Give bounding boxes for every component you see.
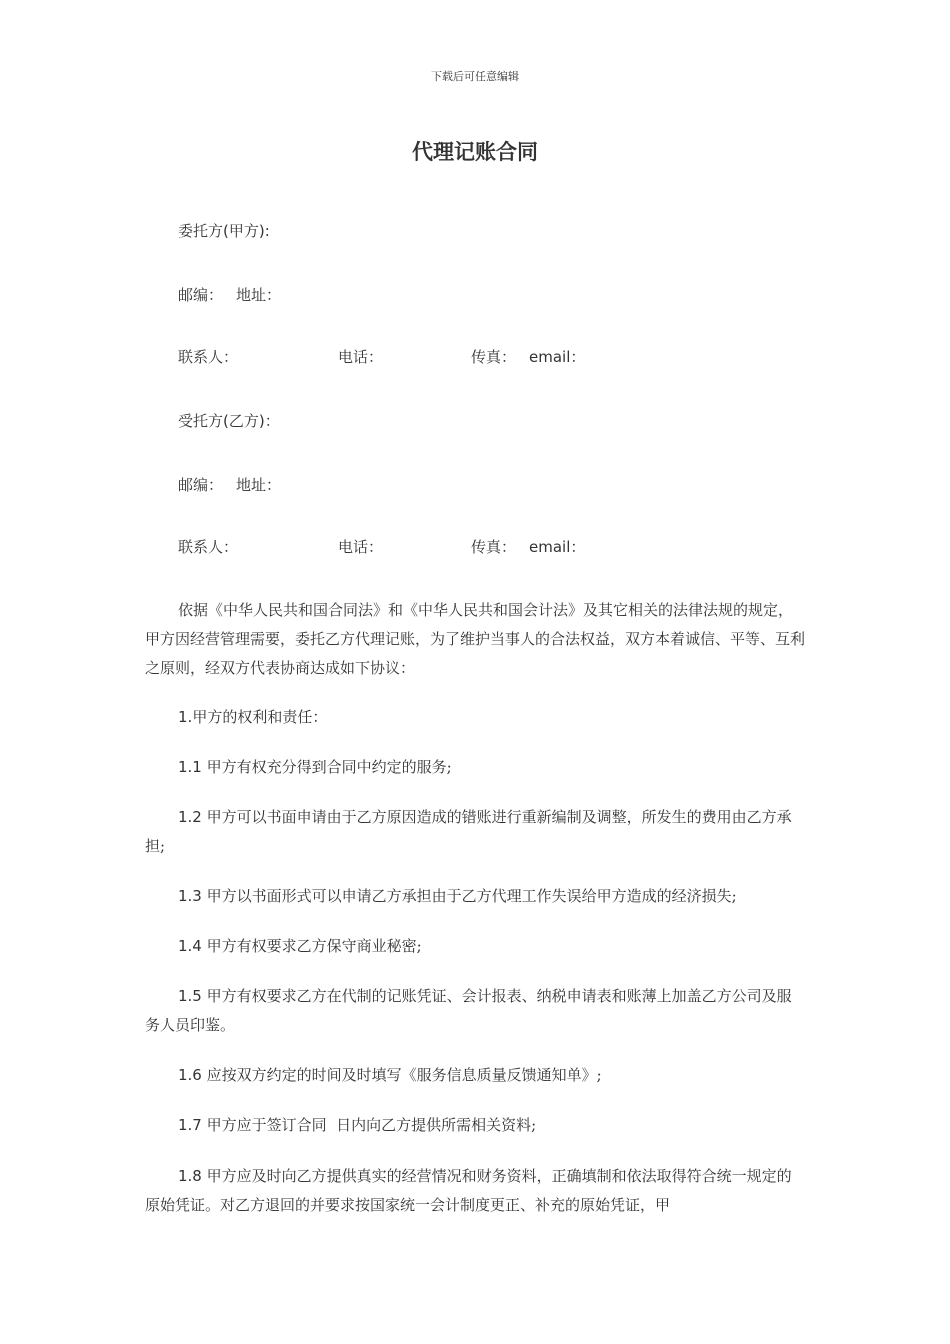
clause-1-5	[145, 982, 805, 1040]
clause-1-3	[178, 882, 838, 911]
clause-number: 1.1	[178, 758, 202, 776]
section-1-number: 1.	[178, 708, 193, 726]
clause-1-6	[178, 1061, 818, 1090]
party-b-contact-label: 联系人：	[178, 538, 239, 556]
party-a-phone-label: 电话：	[338, 348, 384, 366]
party-b-phone-label: 电话：	[338, 538, 384, 556]
section-1-heading	[178, 703, 818, 732]
party-a-email-label: email：	[529, 348, 586, 366]
clause-1-2	[145, 803, 805, 861]
document-title: 代理记账合同	[412, 140, 538, 164]
clause-text: 甲方应及时向乙方提供真实的经营情况和财务资料，正确填制和依法取得符合统一规定的原始凭证。对乙方退回的并要求按国家统一会计制度更正、补充的原始凭证，甲	[145, 1167, 792, 1214]
party-a-postcode-label: 邮编：	[178, 286, 224, 304]
clause-number: 1.3	[178, 887, 202, 905]
clause-number: 1.5	[178, 987, 202, 1005]
clause-1-4	[178, 932, 818, 961]
clause-1-1	[178, 753, 818, 782]
party-b-postcode-label: 邮编：	[178, 476, 224, 494]
clause-number: 1.7	[178, 1116, 202, 1134]
party-b-address-label: 地址：	[236, 476, 282, 494]
intro-paragraph: 依据《中华人民共和国合同法》和《中华人民共和国会计法》及其它相关的法律法规的规定，甲方因经营管理需要，委托乙方代理记账，为了维护当事人的合法权益，双方本着诚信、平等、互利之原则，经双方代表协商达成如下协议：	[145, 601, 806, 677]
clause-number: 1.4	[178, 937, 202, 955]
party-a-fax-label: 传真：	[471, 348, 517, 366]
clause-text: 应按双方约定的时间及时填写《服务信息质量反馈通知单》;	[201, 1066, 602, 1084]
clause-number: 1.2	[178, 808, 202, 826]
party-b-fax-label: 传真：	[471, 538, 517, 556]
party-a-contact-label: 联系人：	[178, 348, 239, 366]
clause-text: 甲方有权要求乙方保守商业秘密;	[201, 937, 422, 955]
party-a-label: 委托方(甲方):	[178, 222, 270, 240]
page-header: 下载后可任意编辑	[431, 70, 519, 83]
clause-number: 1.8	[178, 1167, 202, 1185]
party-b-email-label: email：	[529, 538, 586, 556]
clause-text: 甲方可以书面申请由于乙方原因造成的错账进行重新编制及调整，所发生的费用由乙方承担;	[145, 808, 792, 855]
party-b-label: 受托方(乙方)：	[178, 412, 280, 430]
clause-text: 甲方以书面形式可以申请乙方承担由于乙方代理工作失误给甲方造成的经济损失;	[201, 887, 737, 905]
clause-1-7	[178, 1111, 818, 1140]
clause-number: 1.6	[178, 1066, 202, 1084]
party-a-address-label: 地址：	[236, 286, 282, 304]
clause-text: 甲方应于签订合同 日内向乙方提供所需相关资料;	[201, 1116, 537, 1134]
clause-text: 甲方有权要求乙方在代制的记账凭证、会计报表、纳税申请表和账薄上加盖乙方公司及服务人员印鉴。	[145, 987, 792, 1034]
clause-1-8	[145, 1162, 805, 1220]
clause-text: 甲方有权充分得到合同中约定的服务;	[201, 758, 452, 776]
section-1-title: 甲方的权利和责任：	[192, 708, 328, 726]
